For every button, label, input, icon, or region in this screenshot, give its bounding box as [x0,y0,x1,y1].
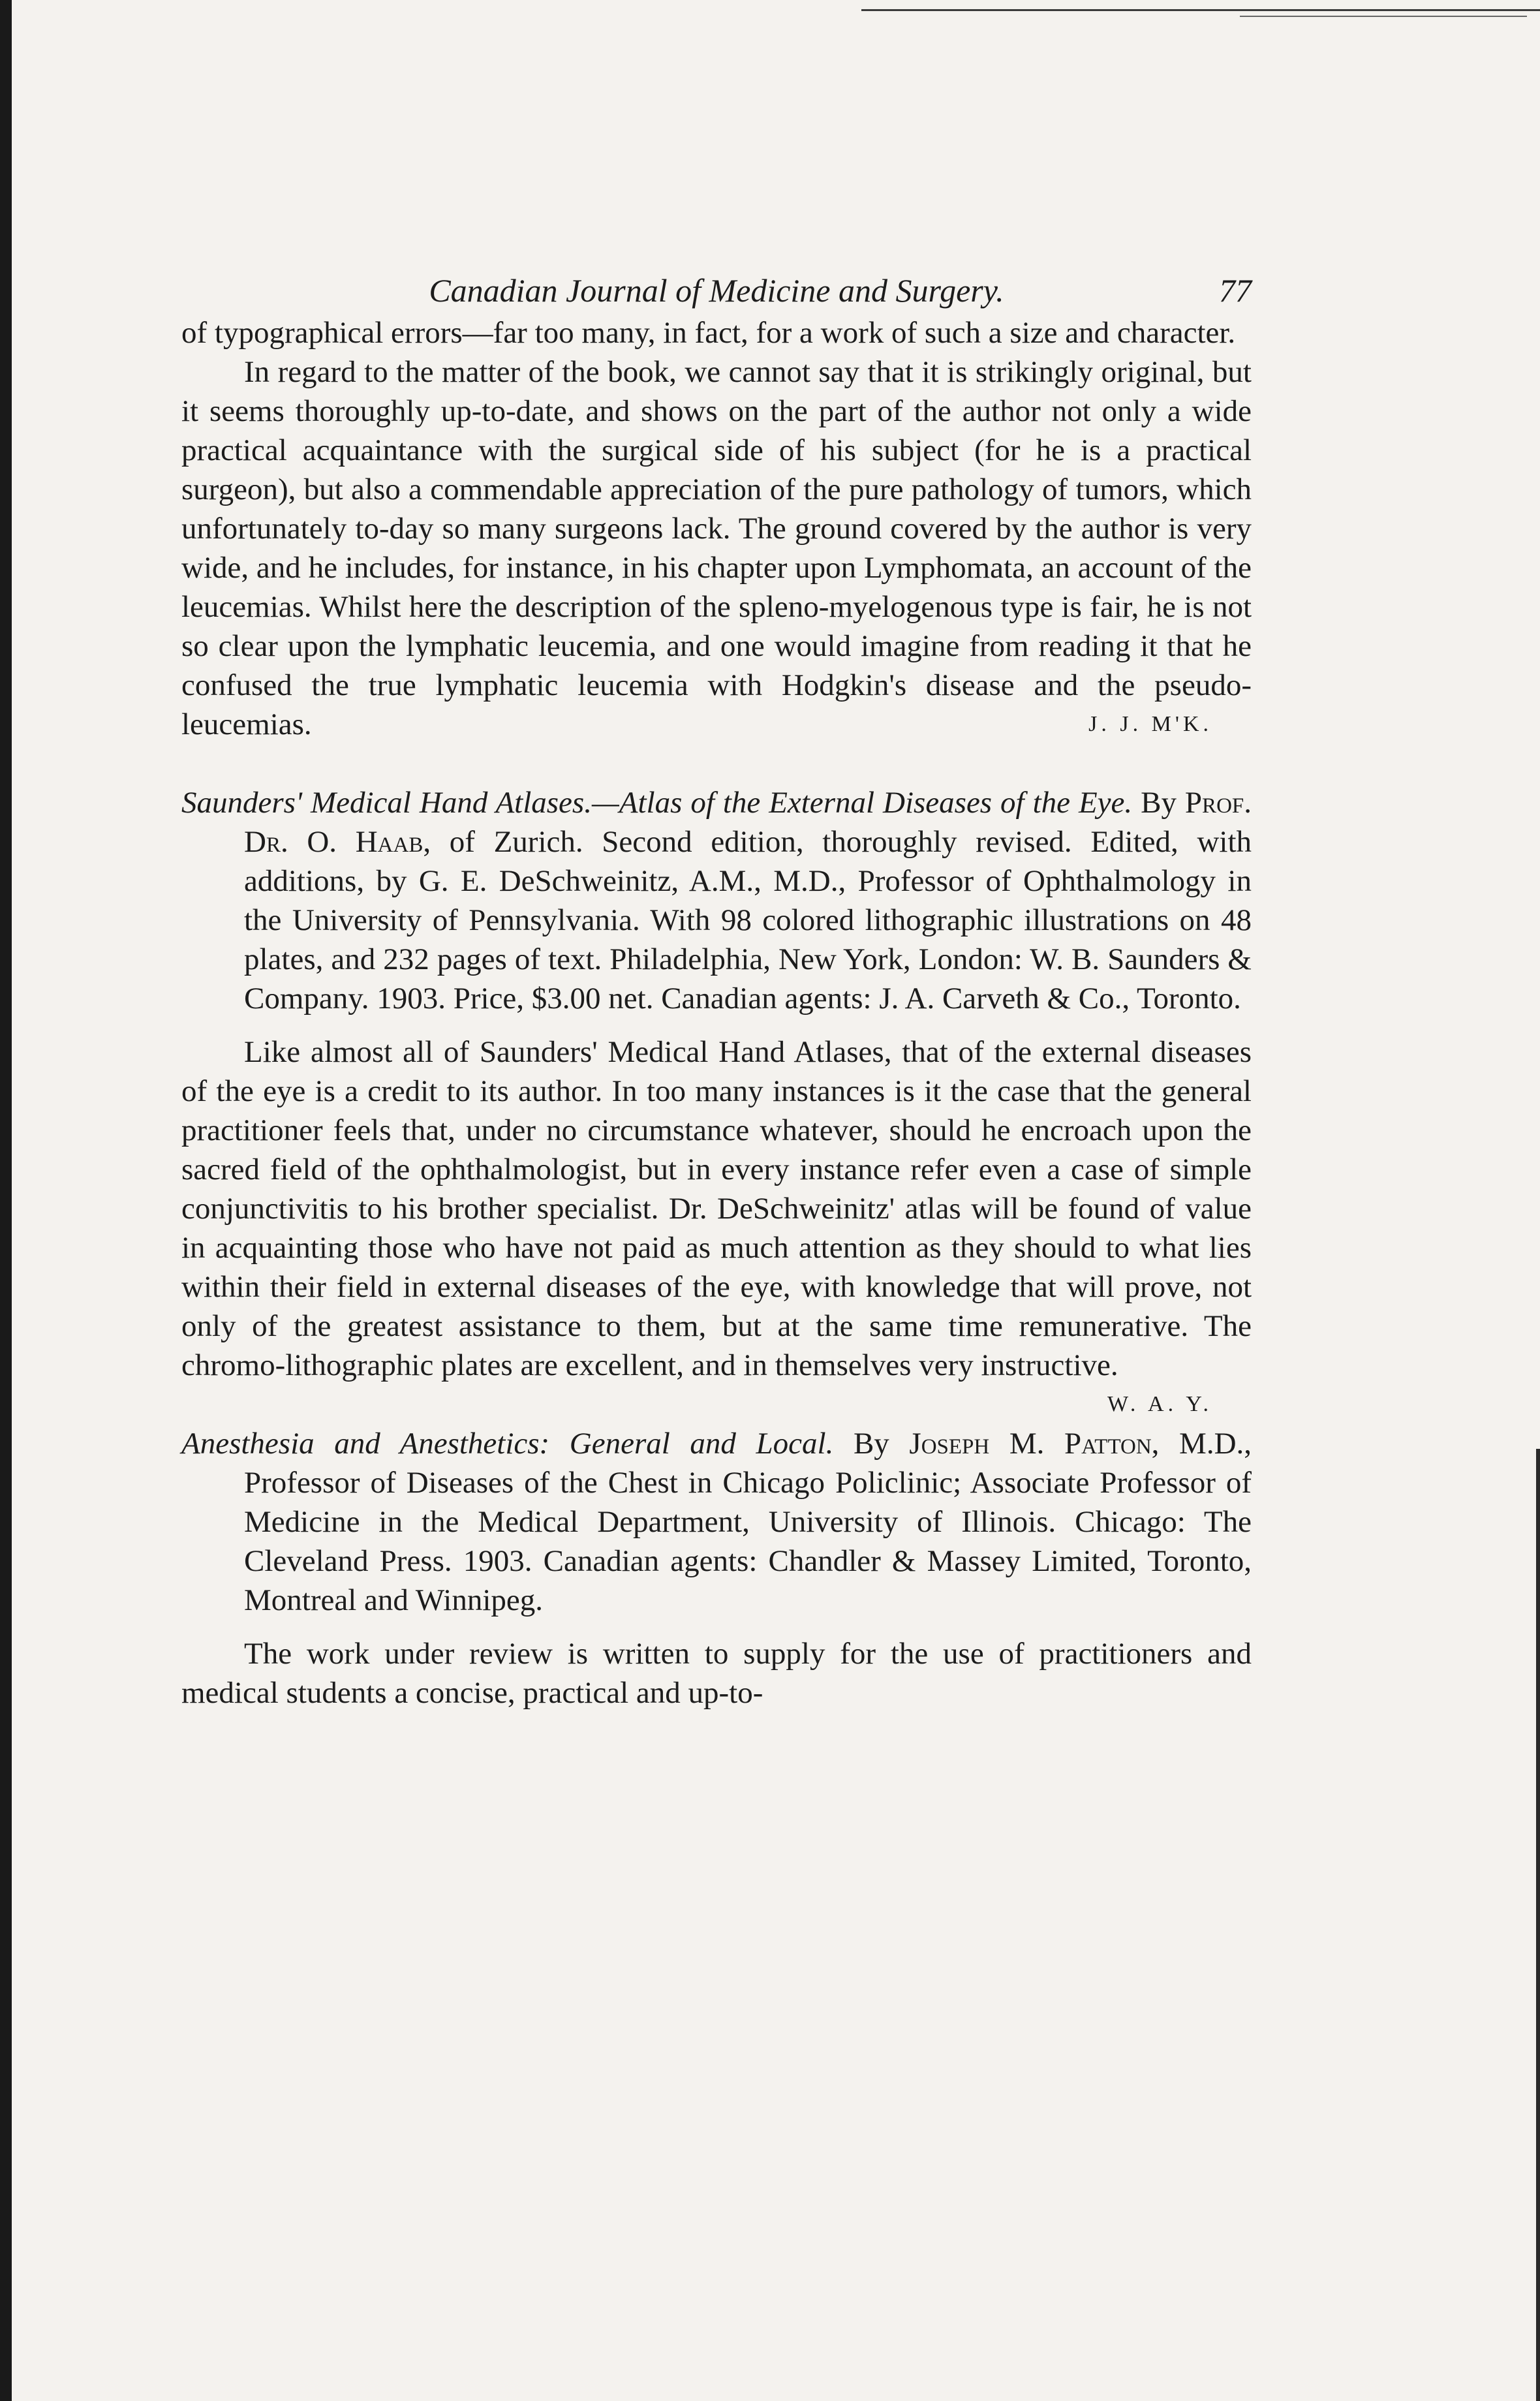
paragraph-continuation: of typographical errors—far too many, in fact, for a work of such a size and character. [181,316,1236,350]
paragraph-review-body-1: In regard to the matter of the book, we cannot say that it is strikingly original, but it seems thoroughly up-to-date, and shows on the part of the author not only a wide practical acquaintance with the surgical side of his subject (for he is a practical surgeon), but also a commendable appreciation of the pure pathology of tumors, which unfortunately to-day so many surgeons lack. The ground covered by the author is very wide, and he includes, for instance, in his chapter upon Lymphomata, an account of the leucemias. Whilst here the description of the spleno-myelogenous type is fair, he is not so clear upon the lymphatic leucemia, and one would imagine from reading it that he confused the true lymphatic leucemia with Hodgkin's disease and the pseudo-leucemias. [181,355,1252,741]
page-number: 77 [1219,272,1252,309]
review-heading-anesthesia [181,1424,1252,1620]
review-author-anesthesia: Joseph M. Patton, [909,1427,1160,1461]
paragraph-review-body-2: Like almost all of Saunders' Medical Hand Atlases, that of the external diseases of the eye is a credit to its author. In too many instances is it the case that the general practitioner feels that, under no circumstance whatever, should he encroach upon the sacred field of the ophthalmologist, but in every instance refer even a case of simple conjunctivitis to his brother specialist. Dr. DeSchweinitz' atlas will be found of value in acquainting those who have not paid as much attention as they should to what lies within their field in external diseases of the eye, with knowledge that will prove, not only of the greatest assistance to them, but at the same time remunerative. The chromo-lithographic plates are excellent, and in themselves very instructive. [181,1035,1252,1382]
review-title-eye-atlas: Saunders' Medical Hand Atlases.—Atlas of the External Diseases of the Eye. [181,786,1133,820]
review-by-eye-atlas: By [1141,786,1177,820]
review-details-anesthesia: M.D., Professor of Diseases of the Chest in Chicago Policlinic; Associate Professor of Medicine in the Medical Department, University of Illinois. Chicago: The Cleveland Press. 1903. Canadian agents: Chandler & Massey Limited, Toronto, Montreal and Winnipeg. [244,1427,1252,1617]
reviewer-signature-1: J. J. M'K. [1088,712,1212,736]
running-head-title: Canadian Journal of Medicine and Surgery. [429,272,1004,309]
scan-left-edge [0,0,12,2401]
review-by-anesthesia: By [853,1427,889,1461]
scan-right-edge [1536,1449,1540,2401]
paragraph-review-body-3: The work under review is written to supply for the use of practitioners and medical students a concise, practical and up-to- [181,1637,1252,1710]
reviewer-signature-2: W. A. Y. [1107,1392,1212,1416]
journal-page [181,268,1252,1712]
review-details-eye-atlas: of Zurich. Second edition, thoroughly revised. Edited, with additions, by G. E. DeSchweinitz, A.M., M.D., Professor of Ophthalmology in the University of Pennsylvania. With 98 colored lithographic illustrations on 48 plates, and 232 pages of text. Philadelphia, New York, London: W. B. Saunders & Company. 1903. Price, $3.00 net. Canadian agents: J. A. Carveth & Co., Toronto. [244,825,1252,1015]
review-author-eye-atlas: Prof. Dr. O. Haab, [244,786,1252,859]
review-title-anesthesia: Anesthesia and Anesthetics: General and Local. [181,1427,834,1461]
review-heading-eye-atlas [181,783,1252,1018]
scan-top-rule-secondary [1240,16,1527,17]
running-head [181,268,1252,313]
scan-top-rule [861,9,1540,11]
